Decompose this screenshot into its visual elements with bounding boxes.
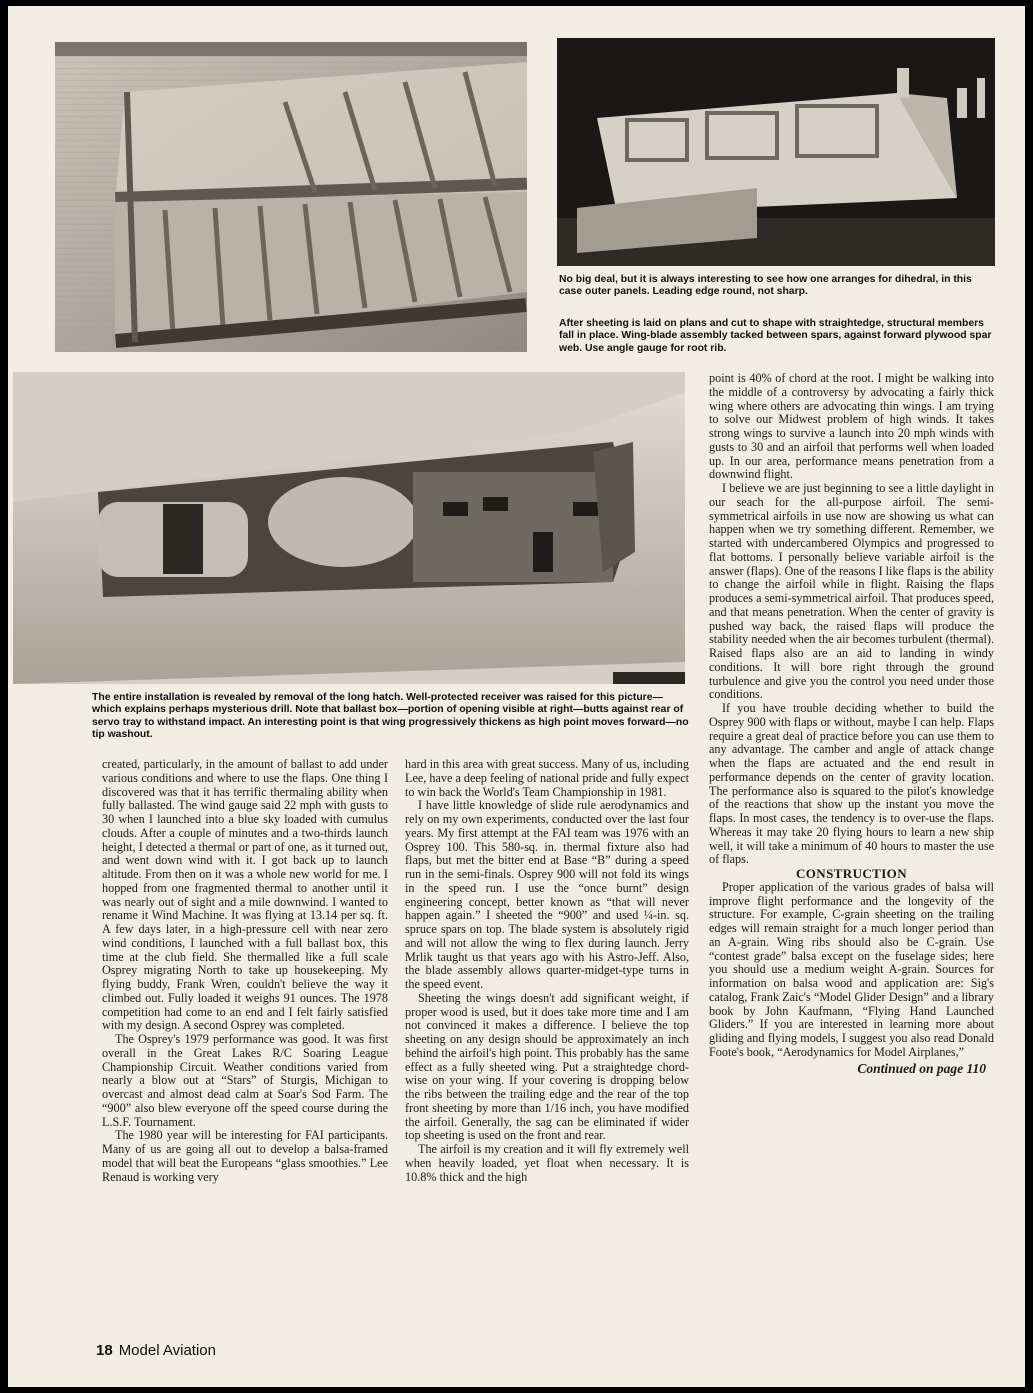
photo-fuselage-hatch: [13, 372, 685, 684]
paragraph: The Osprey's 1979 performance was good. It was first overall in the Great Lakes R/C Soaring League Championship Circuit. Weather conditions varied from nearly a blow out at “Stars” of Sturgis, Michigan to overcast and almost dead calm at Soar's Sod Farm. The “900” also blew everyone off the speed course during the L.S.F. Tournament.: [102, 1032, 388, 1129]
page-footer: [96, 1342, 216, 1359]
photo-wing-panel-ribs: [55, 42, 527, 352]
wing-panel-image: [55, 42, 527, 352]
paragraph: The airfoil is my creation and it will fly extremely well when heavily loaded, yet float when necessary. It is 10.8% thick and the high: [405, 1142, 689, 1184]
magazine-page: [8, 6, 1025, 1387]
article-column-2: [405, 758, 689, 1184]
paragraph: Proper application of the various grades of balsa will improve flight performance and the longevity of the structure. For example, C-grain sheeting on the trailing edges will remain straight for a much longer period than an A-grain. Wing ribs should also be C-grain. Use “contest grade” balsa except on the fuselage sides; here you should use a medium weight A-grain. Sources for information on balsa wood and application are: Sig's catalog, Frank Zaic's “Model Glider Design” and a library book by John Kaufmann, “Flying Hand Launched Gliders.” If you are interested in learning more about gliding and flying models, I suggest you also read Donald Foote's book, “Aerodynamics for Model Airplanes,”: [709, 879, 994, 1059]
wing-dihedral-image: [557, 38, 995, 266]
caption-dihedral: No big deal, but it is always interesting to see how one arranges for dihedral, in this case outer panels. Leading edge round, not sharp.: [559, 274, 972, 298]
paragraph: I have little knowledge of slide rule aerodynamics and rely on my own experiments, conducted over the last four years. My first attempt at the FAI team was 1976 with an Osprey 100. This 580-sq. in. thermal fixture also had flaps, but met the bitter end at Base “B” during a speed run in the semi-finals. Osprey 900 will not fold its wings in the speed run. I use the “once burnt” design engineering concept, better known as “that will never happen again.” I sheeted the “900” and used ¼-in. sq. spruce spars on top. The blade system is absolutely rigid and will not allow the wing to flex during launch. Jerry Mrlik taught us that years ago with his Astro-Jeff. Also, the blade assembly allows quarter-midget-type turns in the speed event.: [405, 798, 689, 991]
photo-wing-dihedral: [557, 38, 995, 266]
paragraph: created, particularly, in the amount of ballast to add under various conditions and where to use the flaps. One thing I discovered was that it has terrific thermaling ability when fully ballasted. The wind gauge said 22 mph with gusts to 30 when I launched into a blue sky loaded with cumulus clouds. After a couple of minutes and a two-thirds launch height, I detected a thermal or part of one, as it turned out, and went down wind with it. I got back up to launch altitude. From then on it was a whole new world for me. I hopped from one fragmented thermal to another until it was nearly out of sight and a mile downwind. I wanted to rename it Wind Machine. It was flying at 13.14 per sq. ft. A few days later, in a high-pressure cell with near zero wind conditions, I launched with a full ballast box, this time at the club field. She thermalled like a full scale Osprey migrating North to take up housekeeping. My flying buddy, Frank Wren, couldn't believe the way it climbed out. Fully loaded it weighs 91 ounces. The 1978 competition had come to an end and I felt fairly satisfied with my design. A second Osprey was completed.: [102, 757, 388, 1033]
caption-sheeting: After sheeting is laid on plans and cut to shape with straightedge, structural members fall in place. Wing-blade assembly tacked between spars, against forward plywood spar web. Use angle gauge for root rib.: [559, 318, 992, 354]
section-heading-construction: CONSTRUCTION: [796, 866, 907, 881]
continued-on-page[interactable]: Continued on page 110: [857, 1060, 986, 1076]
paragraph: If you have trouble deciding whether to build the Osprey 900 with flaps or without, maybe I can help. Flaps require a great deal of practice before you can use them to any advantage. The camber and angle of attack change when the flaps are actuated and the end result in performance depends on the center of gravity location. The performance also is squared to the pilot's knowledge of the reactions that show up the instant you move the flaps. In most cases, the tendency is to over-use the flaps. Whereas it may take 20 flying hours to learn a new ship well, it will take a minimum of 40 hours to master the use of flaps.: [709, 701, 994, 867]
article-column-1: [102, 758, 388, 1184]
paragraph: point is 40% of chord at the root. I might be walking into the middle of a controversy by advocating a fairly thick wing where others are advocating thin wings. I am trying to solve our Midwest problem of high winds. It takes strong wings to survive a launch into 20 mph winds with gusts to 30 and an airfoil that performs well when loaded up. In our area, performance means penetration from a downwind flight.: [709, 371, 994, 482]
paragraph: hard in this area with great success. Many of us, including Lee, have a deep feeling of national pride and fully expect to win back the World's Team Championship in 1981.: [405, 757, 689, 799]
caption-installation: The entire installation is revealed by removal of the long hatch. Well-protected receiver was raised for this picture—which explains perhaps mysterious drill. Note that ballast box—portion of opening visible at right—butts against rear of servo tray to withstand impact. An interesting point is that wing progressively thickens as high point moves forward—no tip washout.: [92, 692, 689, 741]
paragraph: The 1980 year will be interesting for FAI participants. Many of us are going all out to develop a balsa-framed model that will beat the Europeans “glass smoothies.” Lee Renaud is working very: [102, 1128, 388, 1184]
magazine-name: Model Aviation: [118, 1342, 216, 1359]
paragraph: Sheeting the wings doesn't add significant weight, if proper wood is used, but it does take more time and I am not convinced it makes a difference. I believe the top sheeting on any design should be approximately an inch behind the airfoil's high point. This probably has the same effect as a fully sheeted wing. Put a straightedge chord-wise on your wing. If your covering is dropping below the ribs between the trailing edge and the rear of the top front sheeting by more than 1/16 inch, you have modified the airfoil. Generally, the sag can be eliminated if wider top sheeting is used on the front and rear.: [405, 990, 689, 1143]
page-number: 18: [96, 1342, 113, 1359]
fuselage-image: [13, 372, 685, 684]
paragraph: I believe we are just beginning to see a little daylight in our seach for the all-purpose airfoil. The semi-symmetrical airfoils in use now are showing us what can happen when we try something different. Remember, we started with undercambered Olympics and progressed to flat bottoms. I personally believe variable airfoil is the answer (flaps). One of the reasons I like flaps is the ability to change the airfoil while in flight. Raising the flaps produces a semi-symmetrical airfoil. That produces speed, and that means penetration. When the center of gravity is pushed way back, the raised flaps will produce the stability needed when the air becomes turbulent (thermal). Raised flaps also are an aid to landing in windy conditions. It will bore right through the ground turbulence and give you the control you need under those conditions.: [709, 481, 994, 702]
article-column-3: [709, 372, 994, 1075]
